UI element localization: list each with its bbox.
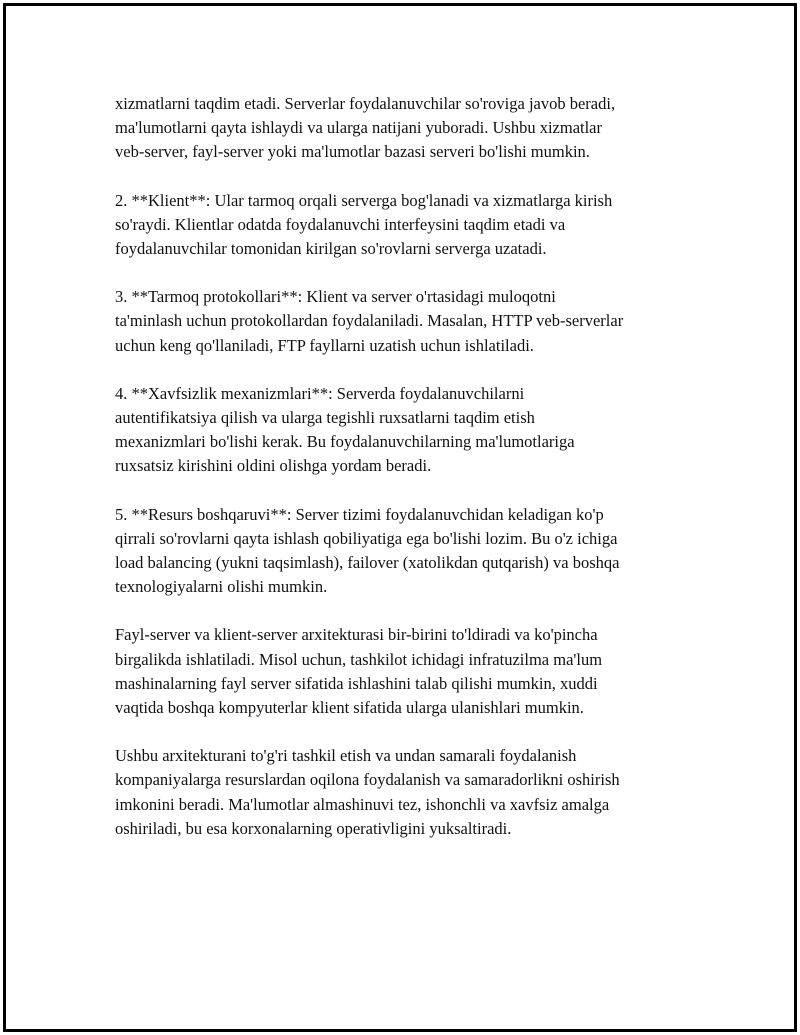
document-body	[115, 92, 715, 865]
paragraph-resurs-boshqaruvi	[115, 503, 715, 600]
text-line: 3. **Tarmoq protokollari**: Klient va server o'rtasidagi muloqotni	[115, 287, 556, 307]
text-line: mashinalarning fayl server sifatida ishlashini talab qilishi mumkin, xuddi	[115, 673, 598, 693]
text-line: qirrali so'rovlarni qayta ishlash qobiliyatiga ega bo'lishi lozim. Bu o'z ichiga	[115, 528, 618, 548]
text-line: ta'minlash uchun protokollardan foydalaniladi. Masalan, HTTP veb-serverlar	[115, 311, 624, 331]
text-line: xizmatlarni taqdim etadi. Serverlar foydalanuvchilar so'roviga javob beradi,	[115, 94, 616, 113]
text-line: imkonini beradi. Ma'lumotlar almashinuvi tez, ishonchli va xavfsiz amalga	[115, 794, 610, 814]
text-line: Fayl-server va klient-server arxitekturasi bir-birini to'ldiradi va ko'pincha	[115, 625, 598, 645]
text-line: autentifikatsiya qilish va ularga tegishli ruxsatlarni taqdim etish	[115, 408, 535, 428]
text-line: oshiriladi, bu esa korxonalarning operativligini yuksaltiradi.	[115, 818, 512, 838]
text-line: 2. **Klient**: Ular tarmoq orqali serverga bog'lanadi va xizmatlarga kirish	[115, 190, 613, 210]
text-line: uchun keng qo'llaniladi, FTP fayllarni uzatish uchun ishlatiladi.	[115, 335, 534, 355]
text-line: birgalikda ishlatiladi. Misol uchun, tashkilot ichidagi infratuzilma ma'lum	[115, 649, 603, 669]
text-line: Ushbu arxitekturani to'g'ri tashkil etish va undan samarali foydalanish	[115, 746, 577, 766]
text-line: vaqtida boshqa kompyuterlar klient sifatida ularga ulanishlari mumkin.	[115, 698, 584, 718]
text-line: load balancing (yukni taqsimlash), failover (xatolikdan qutqarish) va boshqa	[115, 553, 620, 573]
text-line: so'raydi. Klientlar odatda foydalanuvchi interfeysini taqdim etadi va	[115, 214, 566, 234]
text-line: foydalanuvchilar tomonidan kirilgan so'rovlarni serverga uzatadi.	[115, 239, 547, 259]
paragraph-fayl-server	[115, 623, 715, 720]
paragraph-xavfsizlik	[115, 382, 715, 479]
paragraph-server-intro	[115, 92, 715, 165]
paragraph-tarmoq-protokollari	[115, 285, 715, 358]
text-line: veb-server, fayl-server yoki ma'lumotlar bazasi serveri bo'lishi mumkin.	[115, 142, 590, 162]
text-line: 5. **Resurs boshqaruvi**: Server tizimi foydalanuvchidan keladigan ko'p	[115, 504, 604, 524]
text-line: ma'lumotlarni qayta ishlaydi va ularga natijani yuboradi. Ushbu xizmatlar	[115, 118, 602, 138]
text-line: mexanizmlari bo'lishi kerak. Bu foydalanuvchilarning ma'lumotlariga	[115, 432, 575, 452]
text-line: texnologiyalarni olishi mumkin.	[115, 577, 328, 597]
text-line: kompaniyalarga resurslardan oqilona foydalanish va samaradorlikni oshirish	[115, 770, 620, 790]
paragraph-klient	[115, 189, 715, 262]
paragraph-conclusion	[115, 744, 715, 841]
text-line: 4. **Xavfsizlik mexanizmlari**: Serverda foydalanuvchilarni	[115, 383, 525, 403]
text-line: ruxsatsiz kirishini oldini olishga yordam beradi.	[115, 456, 432, 476]
